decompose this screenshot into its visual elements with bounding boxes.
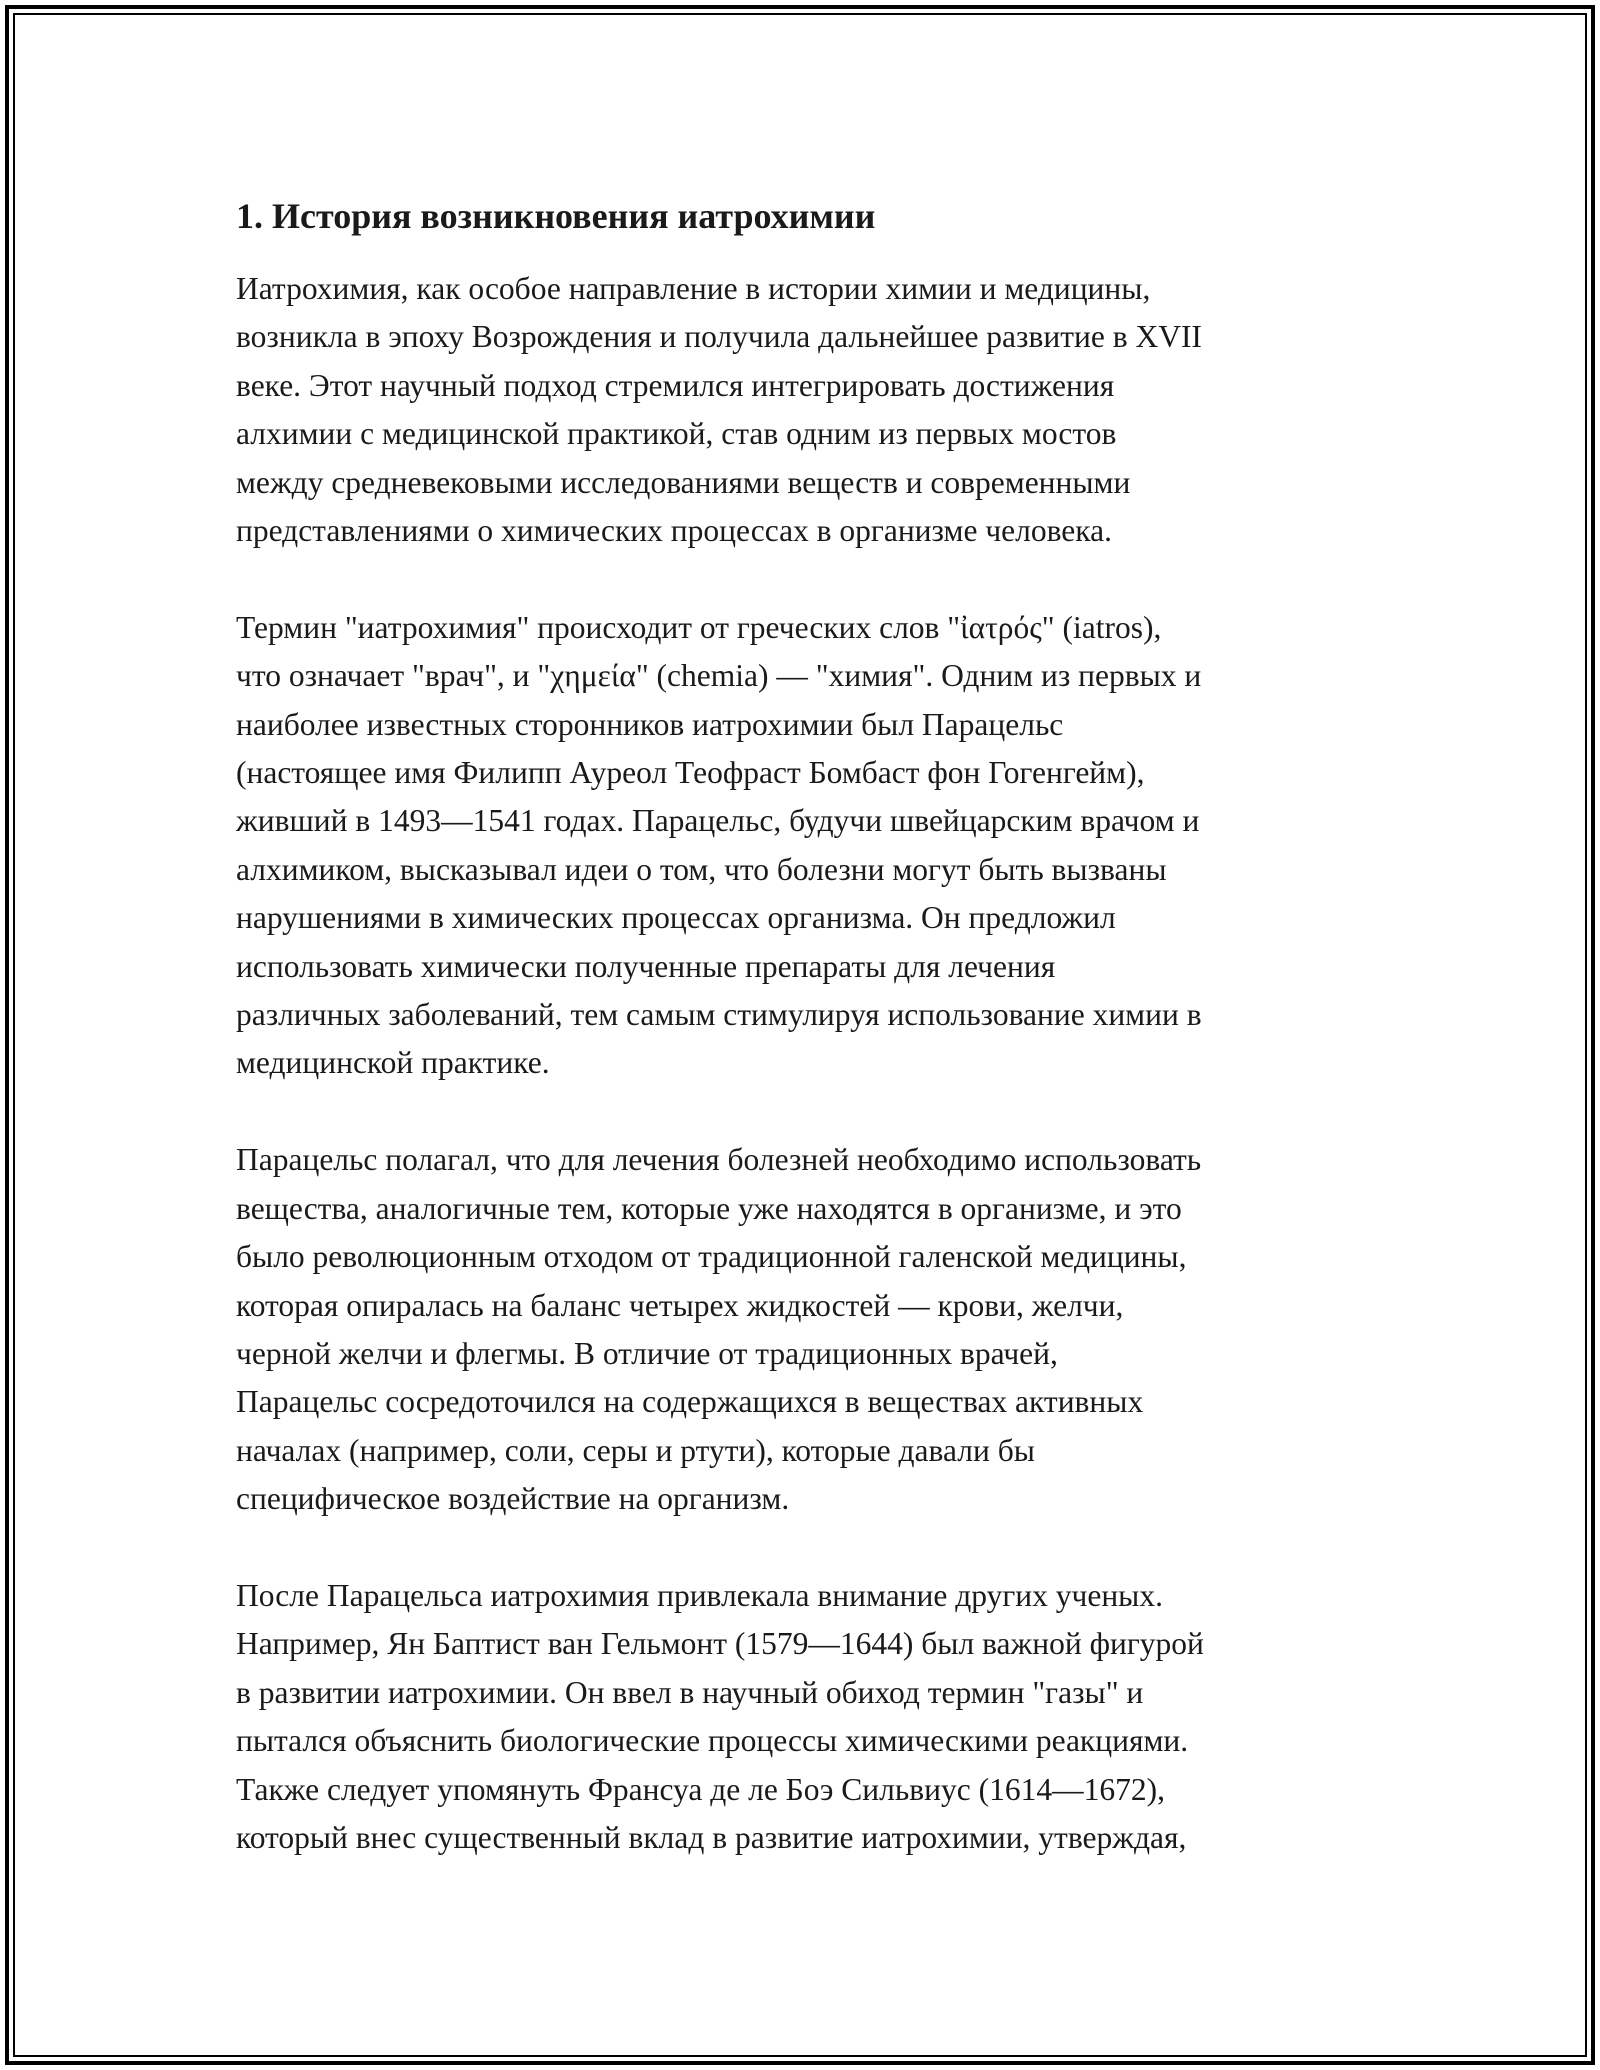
paragraph-1	[236, 265, 1386, 555]
document-body	[236, 180, 1386, 1911]
text-line: Парацельс полагал, что для лечения болезней необходимо использовать	[236, 1142, 1202, 1178]
paragraph-4	[236, 1572, 1386, 1862]
text-line: использовать химически полученные препараты для лечения	[236, 948, 1056, 984]
text-line: живший в 1493—1541 годах. Парацельс, будучи швейцарским врачом и	[236, 803, 1200, 839]
text-line: наиболее известных сторонников иатрохимии был Парацельс	[236, 706, 1064, 742]
paragraph-3	[236, 1136, 1386, 1523]
text-line: началах (например, соли, серы и ртути), которые давали бы	[236, 1432, 1035, 1468]
section-heading: 1. История возникновения иатрохимии	[236, 196, 876, 236]
text-line: Также следует упомянуть Франсуа де ле Боэ Сильвиус (1614—1672),	[236, 1771, 1165, 1807]
text-line: нарушениями в химических процессах организма. Он предложил	[236, 900, 1116, 936]
text-line: пытался объяснить биологические процессы химическими реакциями.	[236, 1723, 1189, 1759]
text-line: алхимиком, высказывал идеи о том, что болезни могут быть вызваны	[236, 851, 1167, 887]
text-line: (настоящее имя Филипп Ауреол Теофраст Бомбаст фон Гогенгейм),	[236, 755, 1145, 791]
text-line: представлениями о химических процессах в организме человека.	[236, 513, 1112, 549]
text-line: которая опиралась на баланс четырех жидкостей — крови, желчи,	[236, 1287, 1124, 1323]
text-line: который внес существенный вклад в развитие иатрохимии, утверждая,	[236, 1819, 1187, 1855]
text-line: Например, Ян Баптист ван Гельмонт (1579—1644) был важной фигурой	[236, 1626, 1204, 1662]
text-line: Термин "иатрохимия" происходит от греческих слов "ἰατρός" (iatros),	[236, 609, 1162, 645]
text-line: специфическое воздействие на организм.	[236, 1481, 790, 1517]
text-line: между средневековыми исследованиями веществ и современными	[236, 464, 1131, 500]
paragraph-2	[236, 604, 1386, 1088]
text-line: После Парацельса иатрохимия привлекала внимание других ученых.	[236, 1577, 1163, 1613]
text-line: Парацельс сосредоточился на содержащихся в веществах активных	[236, 1384, 1144, 1420]
text-line: в развитии иатрохимии. Он ввел в научный обиход термин "газы" и	[236, 1674, 1144, 1710]
text-line: вещества, аналогичные тем, которые уже находятся в организме, и это	[236, 1190, 1182, 1226]
text-line: веке. Этот научный подход стремился интегрировать достижения	[236, 367, 1115, 403]
text-line: возникла в эпоху Возрождения и получила дальнейшее развитие в XVII	[236, 319, 1202, 355]
text-line: Иатрохимия, как особое направление в истории химии и медицины,	[236, 271, 1151, 306]
text-line: было революционным отходом от традиционной галенской медицины,	[236, 1239, 1187, 1275]
text-line: алхимии с медицинской практикой, став одним из первых мостов	[236, 416, 1117, 452]
text-line: медицинской практике.	[236, 1045, 550, 1081]
text-line: черной желчи и флегмы. В отличие от традиционных врачей,	[236, 1335, 1058, 1371]
text-line: что означает "врач", и "χημεία" (chemia) — "химия". Одним из первых и	[236, 658, 1202, 694]
text-line: различных заболеваний, тем самым стимулируя использование химии в	[236, 997, 1202, 1033]
